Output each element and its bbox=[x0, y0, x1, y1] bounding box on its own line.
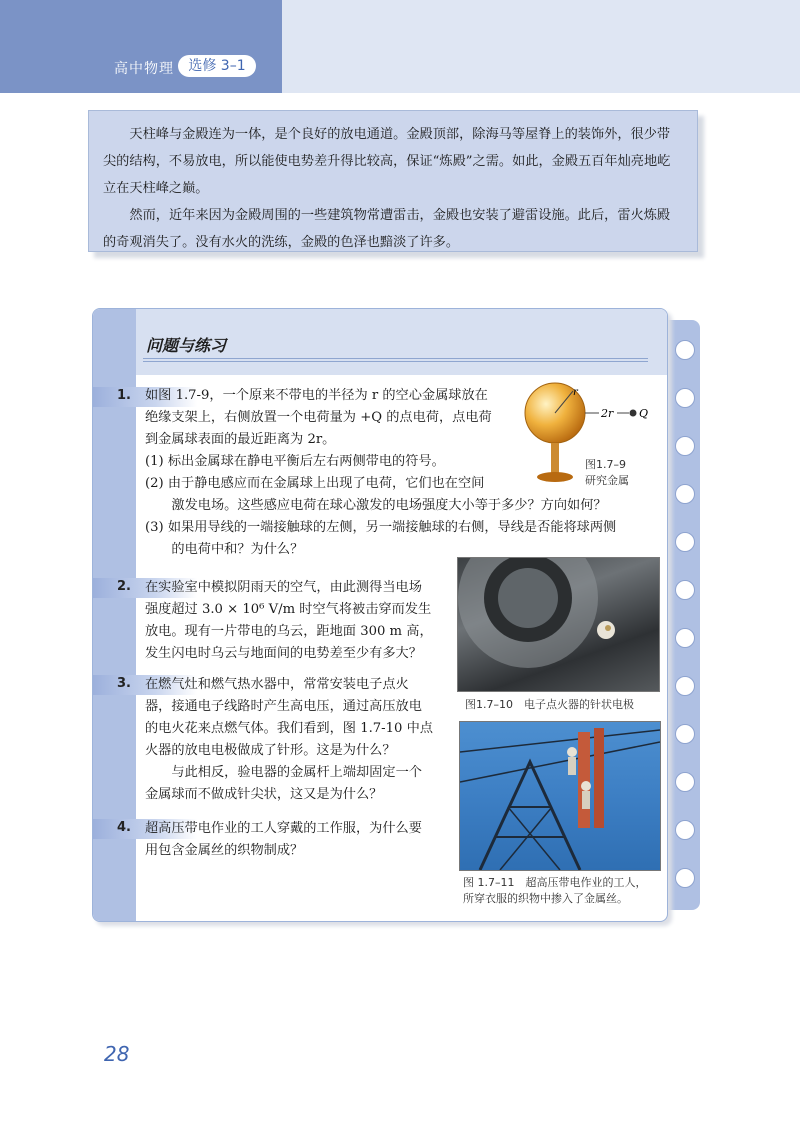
caption-line: 研究金属 bbox=[585, 474, 629, 487]
burner-cap bbox=[498, 568, 558, 628]
question-line: 金属球而不做成针尖状，这又是为什么？ bbox=[145, 787, 383, 802]
binder-ring bbox=[675, 340, 695, 360]
page-number: 28 bbox=[104, 1042, 130, 1066]
distance-label: 2r bbox=[601, 407, 614, 420]
binder-ring bbox=[675, 868, 695, 888]
question-line: 超高压带电作业的工人穿戴的工作服，为什么要 bbox=[145, 821, 422, 836]
fig11-caption bbox=[463, 875, 647, 907]
insulating-stand bbox=[551, 443, 559, 473]
worker-suit bbox=[582, 791, 590, 809]
volume-badge: 选修 3–1 bbox=[178, 55, 256, 77]
tower-illustration bbox=[460, 722, 660, 870]
sphere-figure bbox=[513, 377, 653, 492]
question-1-cont bbox=[145, 495, 660, 561]
question-line: 在燃气灶和燃气热水器中，常常安装电子点火 bbox=[145, 677, 409, 692]
question-number: 2. bbox=[117, 579, 131, 594]
question-line: 强度超过 3.0 × 10⁶ V/m 时空气将被击穿而发生 bbox=[145, 602, 432, 617]
exercise-title: 问题与练习 bbox=[146, 336, 227, 355]
question-line: 到金属球表面的最近距离为 2r。 bbox=[145, 432, 336, 447]
stand-base bbox=[537, 472, 573, 482]
title-rule bbox=[143, 361, 648, 362]
question-1 bbox=[145, 385, 525, 495]
binder-ring bbox=[675, 388, 695, 408]
caption-line: 所穿衣服的织物中掺入了金属丝。 bbox=[463, 892, 628, 905]
binder-ring bbox=[675, 676, 695, 696]
charge-label: Q bbox=[639, 407, 649, 420]
question-line: 的电荷中和？为什么？ bbox=[171, 542, 304, 557]
worker-suit bbox=[568, 757, 576, 775]
binder-ring bbox=[675, 532, 695, 552]
caption-line: 图 1.7–11 超高压带电作业的工人， bbox=[463, 876, 647, 889]
worker bbox=[567, 747, 577, 757]
reading-paragraph: 天柱峰与金殿连为一体，是个良好的放电通道。金殿顶部，除海马等屋脊上的装饰外，很少带尖的结构，不易放电，所以能使电势差升得比较高，保证“炼殿”之需。如此，金殿五百年灿亮地屹立在天柱峰之巅。 bbox=[103, 127, 671, 196]
electrode-tip bbox=[605, 625, 611, 631]
title-rule bbox=[143, 358, 648, 359]
question-line: 用包含金属丝的织物制成？ bbox=[145, 843, 304, 858]
insulator-string bbox=[594, 728, 604, 828]
question-line: 与此相反，验电器的金属杆上端却固定一个 bbox=[171, 765, 422, 780]
question-line: 放电。现有一片带电的乌云，距地面 300 m 高， bbox=[145, 624, 433, 639]
binder-ring bbox=[675, 484, 695, 504]
igniter-photo bbox=[457, 557, 660, 692]
question-line: 火器的放电电极做成了针形。这是为什么？ bbox=[145, 743, 396, 758]
binder-ring bbox=[675, 628, 695, 648]
question-2 bbox=[145, 577, 455, 665]
question-4 bbox=[145, 818, 455, 862]
question-line: (3) 如果用导线的一端接触球的左侧，另一端接触球的右侧，导线是否能将球两侧 bbox=[145, 520, 617, 535]
tower-diagonal bbox=[508, 807, 560, 870]
reading-paragraph: 然而，近年来因为金殿周围的一些建筑物常遭雷击，金殿也安装了避雷设施。此后，雷火炼殿的奇观消失了。没有水火的洗练，金殿的色泽也黯淡了许多。 bbox=[103, 208, 671, 250]
exercise-panel bbox=[92, 308, 668, 922]
question-line: 器，接通电子线路时产生高电压，通过高压放电 bbox=[145, 699, 422, 714]
worker bbox=[581, 781, 591, 791]
header-accent-block bbox=[0, 0, 282, 93]
question-line: 如图 1.7-9，一个原来不带电的半径为 r 的空心金属球放在 bbox=[145, 388, 488, 403]
reading-box bbox=[88, 110, 698, 252]
book-title: 高中物理 bbox=[114, 61, 174, 77]
question-line: (1) 标出金属球在静电平衡后左右两侧带电的符号。 bbox=[145, 454, 445, 469]
question-line: 的电火花来点燃气体。我们看到，图 1.7-10 中点 bbox=[145, 721, 433, 736]
fig9-caption bbox=[585, 457, 629, 489]
page-header bbox=[0, 0, 800, 93]
lineworker-photo bbox=[459, 721, 661, 871]
question-number: 1. bbox=[117, 388, 131, 403]
question-number: 3. bbox=[117, 676, 131, 691]
tower-diagonal bbox=[500, 807, 552, 870]
fig10-caption: 图1.7–10 电子点火器的针状电极 bbox=[465, 698, 634, 711]
binder-ring bbox=[675, 724, 695, 744]
insulator-string bbox=[578, 732, 590, 828]
binder-ring bbox=[675, 820, 695, 840]
question-line: 发生闪电时乌云与地面间的电势差至少有多大？ bbox=[145, 646, 422, 661]
tower-frame bbox=[480, 762, 580, 870]
caption-line: 图1.7–9 bbox=[585, 458, 626, 471]
question-number: 4. bbox=[117, 820, 131, 835]
question-line: 在实验室中模拟阴雨天的空气，由此测得当电场 bbox=[145, 580, 422, 595]
question-line: 绝缘支架上，右侧放置一个电荷量为 +Q 的点电荷，点电荷 bbox=[145, 410, 492, 425]
igniter-illustration bbox=[458, 558, 659, 691]
binder-ring bbox=[675, 436, 695, 456]
question-3 bbox=[145, 674, 455, 806]
binder-ring bbox=[675, 580, 695, 600]
question-line: (2) 由于静电感应而在金属球上出现了电荷，它们也在空间 bbox=[145, 476, 485, 491]
binder-ring bbox=[675, 772, 695, 792]
question-line: 激发电场。这些感应电荷在球心激发的电场强度大小等于多少？方向如何？ bbox=[171, 498, 607, 513]
radius-label: r bbox=[573, 387, 578, 398]
point-charge bbox=[630, 410, 637, 417]
